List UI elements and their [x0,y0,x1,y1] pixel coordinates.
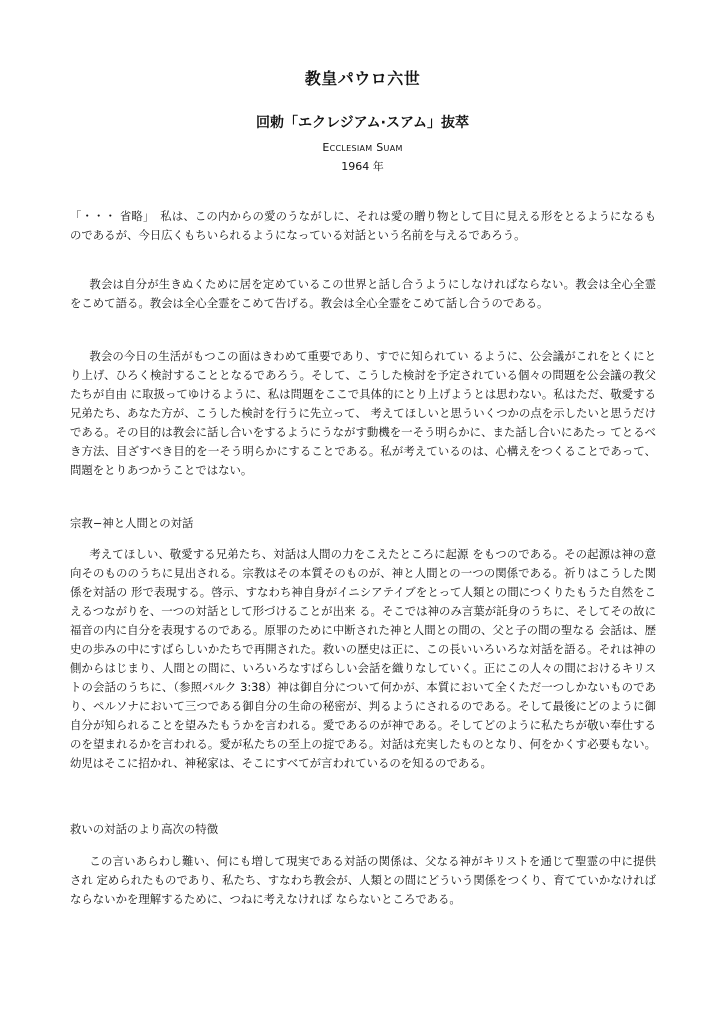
paragraph-salvation-relationship: この言いあらわし難い、何にも増して現実である対話の関係は、父なる神がキリストを通じて聖霊の中に提供され 定められたものであり、私たち、すなわち教会が、人類との間にどういう関係をつくり、育てていかなければならないかを理解するために、つねに考えなければ ならないところである。 [70,854,656,906]
publication-year: 1964 年 [341,160,384,173]
paragraph-dialogue-origin: 考えてほしい、敬愛する兄弟たち、対話は人間の力をこえたところに起源 をもつのである。その起源は神の意向そのもののうちに見出される。宗教はその本質そのものが、神と人間との一つの関係である。祈りはこうした関係を対話の 形で表現する。啓示、すなわち神自身がイニシアテイブをとって人類との間につくりたもうた自然をこえるつながりを、一つの対話として形づけることが出来 る。そこでは神のみ言葉が託身のうちに、そしてその故に福音の内に自分を表現するのである。原罪のために中断された神と人間との間の、父と子の間の聖なる 会話は、歴史の歩みの中にすばらしいかたちで再開された。救いの歴史は正に、この長いいろいろな対話を語る。それは神の側からはじまり、人間との間に、いろいろなすばらしい会話を織りなしていく。正にこの人々の間におけるキリストの会話のうちに、（参照バルク 3:38）神は御自分について何かが、本質において全くただ一つしかないものであり、ペルソナにおいて三つである御自分の生命の秘密が、判るようにされるのである。そして最後にどのように御自分が知られることを望みたもうかを言われる。愛であるのが神である。そしてどのように私たちが敬い奉仕するのを望まれるかを言われる。愛が私たちの至上の掟である。対話は充実したものとなり、何をかくす必要もない。幼児はそこに招かれ、神秘家は、そこにすべてが言われているのを知るのである。 [70,547,656,770]
document-title: 教皇パウロ六世 [304,69,421,88]
paragraph-church-speaks: 教会は自分が生きぬくために居を定めているこの世界と話し合うようにしなければならない。教会は全心全霊をこめて語る。教会は全心全霊をこめて告げる。教会は全心全霊をこめて話し合うのである。 [70,277,656,310]
section-heading-salvation-dialogue: 救いの対話のより高次の特徴 [70,822,219,836]
section-heading-religion-dialogue: 宗教−神と人間との対話 [70,516,194,530]
paragraph-council: 教会の今日の生活がもつこの面はきわめて重要であり、すでに知られてい るように、公会議がこれをとくにとり上げ、ひろく検討することとなるであろう。そして、こうした検討を予定されている個々の問題を公会議の教父たちが自由 に取扱ってゆけるように、私は問題をここで具体的にとり上げようとは思わない。私はただ、敬愛する兄弟たち、あなた方が、こうした検討を行うに先立って、 考えてほしいと思ういくつかの点を示したいと思うだけである。その目的は教会に話し合いをするようにうながす動機を一そう明らかに、また話し合いにあたっ てとるべき方法、目ざすべき目的を一そう明らかにすることである。私が考えているのは、心構えをつくることであって、問題をとりあつかうことではない。 [70,349,656,477]
latin-title: Ecclesiam Suam [322,141,403,154]
document-subtitle: 回勅「エクレジアム·スアム」抜萃 [255,115,469,131]
paragraph-intro: 「・・・ 省略」 私は、この内からの愛のうながしに、それは愛の贈り物として目に見える形をとるようになるものであるが、今日広くもちいられるようになっている対話という名前を与えるであろう。 [70,209,656,242]
